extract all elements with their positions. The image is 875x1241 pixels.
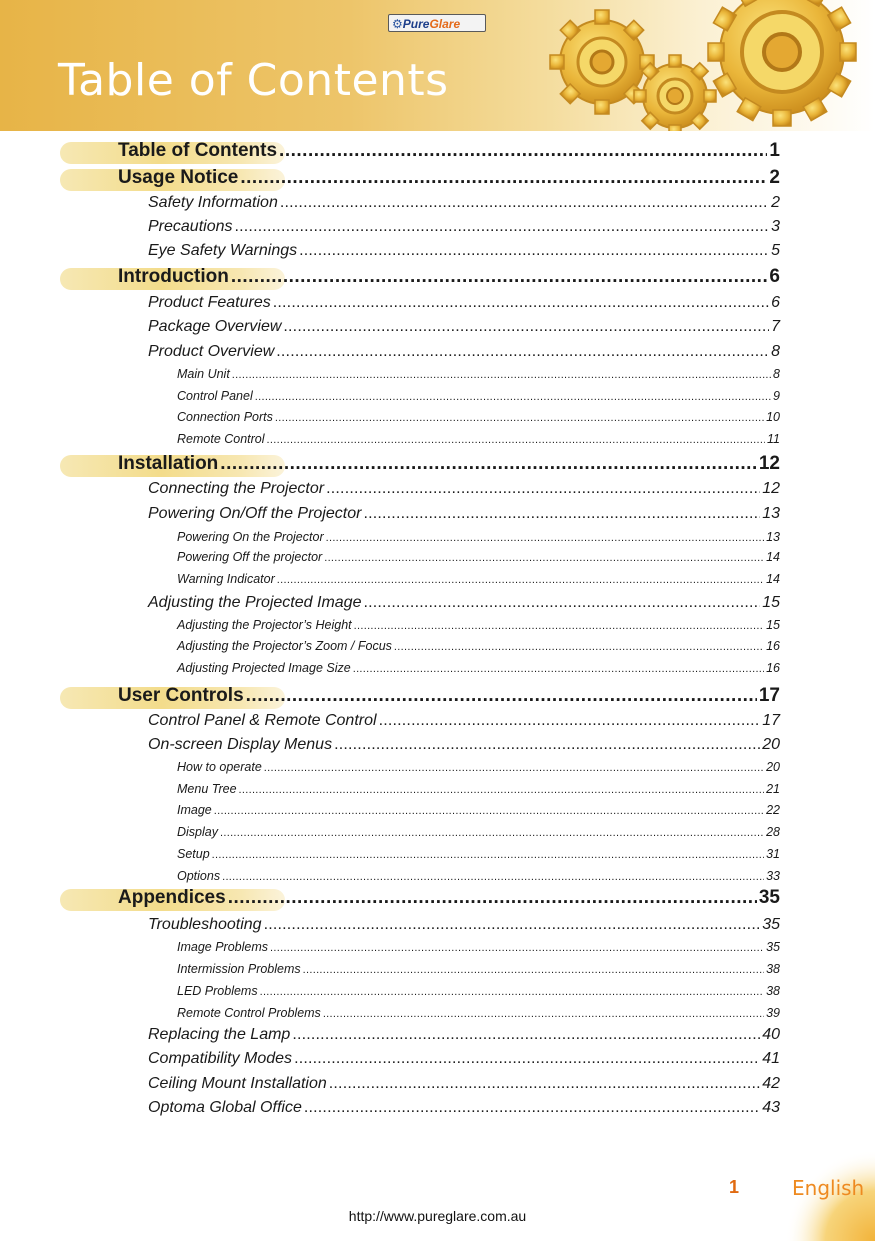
toc-entry-title: Package Overview (148, 318, 282, 335)
toc-entry-page: 39 (766, 1006, 780, 1020)
dot-leader (326, 532, 764, 544)
toc-entry-page: 41 (762, 1050, 780, 1067)
dot-leader (212, 849, 764, 861)
toc-entry-page: 35 (762, 916, 780, 933)
toc-entry-level-2[interactable] (148, 736, 780, 754)
toc-entry-title: Troubleshooting (148, 916, 262, 933)
toc-entry-page: 14 (766, 572, 780, 586)
footer-url: http://www.pureglare.com.au (348, 1208, 527, 1224)
toc-entry-title: Adjusting the Projected Image (148, 594, 362, 611)
toc-entry-page: 17 (762, 712, 780, 729)
toc-entry-level-2[interactable] (148, 1026, 780, 1044)
toc-entry-title: Intermission Problems (177, 962, 301, 976)
toc-entry-title: Powering On the Projector (177, 530, 324, 544)
toc-entry-title: Remote Control Problems (177, 1006, 321, 1020)
toc-entry-title: Introduction (118, 266, 229, 287)
toc-entry-level-2[interactable] (148, 1075, 780, 1093)
toc-entry-page: 28 (766, 825, 780, 839)
toc-entry-page: 31 (766, 847, 780, 861)
toc-entry-level-3[interactable] (177, 572, 780, 586)
dot-leader (240, 167, 767, 189)
dot-leader (304, 1099, 760, 1117)
toc-entry-level-3[interactable] (177, 847, 780, 861)
toc-entry-level-2[interactable] (148, 505, 780, 523)
toc-entry-page: 35 (758, 887, 780, 908)
dot-leader (299, 242, 769, 260)
toc-entry-title: Remote Control (177, 432, 265, 446)
toc-entry-page: 10 (766, 410, 780, 424)
dot-leader (228, 887, 757, 909)
toc-entry-page: 40 (762, 1026, 780, 1043)
toc-entry-title: Precautions (148, 218, 233, 235)
dot-leader (246, 685, 757, 707)
toc-entry-page: 5 (771, 242, 780, 259)
toc-entry-page: 22 (766, 803, 780, 817)
dot-leader (231, 266, 768, 288)
dot-leader (323, 1008, 764, 1020)
pureglare-logo (388, 14, 486, 32)
toc-entry-page: 11 (767, 432, 780, 446)
toc-entry-level-3[interactable] (177, 389, 780, 403)
dot-leader (270, 942, 764, 954)
toc-entry-level-2[interactable] (148, 318, 780, 336)
toc-entry-level-3[interactable] (177, 530, 780, 544)
dot-leader (354, 620, 764, 632)
toc-entry-title: Compatibility Modes (148, 1050, 293, 1067)
toc-entry-page: 12 (758, 453, 780, 474)
dot-leader (329, 1075, 760, 1093)
toc-entry-title: Optoma Global Office (148, 1099, 302, 1116)
toc-entry-level-3[interactable] (177, 869, 780, 883)
toc-entry-title: LED Problems (177, 984, 258, 998)
toc-entry-level-2[interactable] (148, 916, 780, 934)
toc-entry-level-2[interactable] (148, 194, 780, 212)
toc-entry-title: Powering On/Off the Projector (148, 505, 362, 522)
toc-entry-title: Connecting the Projector (148, 480, 325, 497)
toc-entry-level-2[interactable] (148, 480, 780, 498)
toc-entry-title: Connection Ports (177, 410, 273, 424)
logo-text-glare: Glare (429, 17, 461, 31)
toc-entry-title: Product Overview (148, 343, 275, 360)
toc-entry-level-3[interactable] (177, 760, 780, 774)
toc-entry-page: 35 (766, 940, 780, 954)
toc-entry-level-1[interactable] (118, 685, 780, 707)
dot-leader (280, 194, 769, 212)
dot-leader (394, 641, 764, 653)
toc-entry-page: 38 (766, 962, 780, 976)
toc-entry-page: 13 (766, 530, 780, 544)
toc-entry-level-3[interactable] (177, 410, 780, 424)
dot-leader (255, 391, 771, 403)
toc-entry-level-3[interactable] (177, 639, 780, 653)
toc-entry-page: 16 (766, 639, 780, 653)
toc-entry-level-2[interactable] (148, 294, 780, 312)
toc-entry-title: User Controls (118, 685, 244, 706)
toc-entry-level-3[interactable] (177, 1006, 780, 1020)
toc-entry-level-3[interactable] (177, 367, 780, 381)
toc-entry-page: 6 (769, 266, 780, 287)
toc-entry-title: Installation (118, 453, 219, 474)
dot-leader (294, 1050, 760, 1068)
toc-entry-level-3[interactable] (177, 940, 780, 954)
toc-entry-page: 33 (766, 869, 780, 883)
toc-entry-level-3[interactable] (177, 803, 780, 817)
toc-entry-page: 38 (766, 984, 780, 998)
toc-entry-page: 6 (771, 294, 780, 311)
toc-entry-level-3[interactable] (177, 962, 780, 976)
page-header (0, 0, 875, 131)
dot-leader (267, 434, 765, 446)
toc-entry-title: Options (177, 869, 221, 883)
dot-leader (324, 552, 764, 564)
dot-leader (222, 871, 764, 883)
toc-entry-title: Adjusting Projected Image Size (177, 661, 351, 675)
toc-entry-page: 20 (766, 760, 780, 774)
page-number: 1 (729, 1177, 740, 1197)
toc-entry-page: 20 (762, 736, 780, 753)
toc-entry-title: Adjusting the Projector’s Height (177, 618, 352, 632)
dot-leader (264, 762, 764, 774)
dot-leader (220, 827, 764, 839)
toc-entry-title: Warning Indicator (177, 572, 275, 586)
toc-entry-page: 14 (766, 550, 780, 564)
dot-leader (277, 574, 764, 586)
toc-entry-level-2[interactable] (148, 1050, 780, 1068)
logo-mark-icon: ⚙ (392, 17, 403, 31)
dot-leader (220, 453, 757, 475)
toc-entry-level-1[interactable] (118, 167, 780, 189)
toc-entry-level-3[interactable] (177, 825, 780, 839)
toc-entry-page: 1 (769, 140, 780, 161)
toc-entry-title: Powering Off the projector (177, 550, 323, 564)
dot-leader (239, 784, 765, 796)
toc-entry-title: Product Features (148, 294, 271, 311)
toc-entry-title: Image Problems (177, 940, 269, 954)
toc-entry-title: Control Panel & Remote Control (148, 712, 377, 729)
dot-leader (275, 412, 764, 424)
toc-entry-level-3[interactable] (177, 661, 780, 675)
toc-entry-title: How to operate (177, 760, 262, 774)
toc-entry-level-3[interactable] (177, 550, 780, 564)
dot-leader (264, 916, 761, 934)
dot-leader (276, 343, 769, 361)
dot-leader (379, 712, 761, 730)
dot-leader (363, 594, 760, 612)
toc-entry-level-3[interactable] (177, 618, 780, 632)
dot-leader (326, 480, 760, 498)
logo-text-pure: Pure (402, 17, 430, 31)
toc-entry-page: 8 (773, 367, 780, 381)
dot-leader (214, 805, 764, 817)
toc-entry-level-2[interactable] (148, 712, 780, 730)
toc-entry-page: 9 (773, 389, 780, 403)
toc-entry-level-1[interactable] (118, 887, 780, 909)
toc-entry-title: Display (177, 825, 218, 839)
toc-entry-level-3[interactable] (177, 432, 780, 446)
toc-entry-page: 3 (771, 218, 780, 235)
toc-entry-level-2[interactable] (148, 242, 780, 260)
toc-entry-title: Image (177, 803, 212, 817)
dot-leader (260, 986, 765, 998)
dot-leader (363, 505, 760, 523)
toc-entry-title: Usage Notice (118, 167, 239, 188)
toc-entry-title: Table of Contents (118, 140, 278, 161)
page-title: Table of Contents (58, 55, 449, 106)
toc-entry-page: 17 (758, 685, 780, 706)
toc-entry-page: 2 (771, 194, 780, 211)
dot-leader (232, 369, 771, 381)
dot-leader (334, 736, 760, 754)
toc-entry-title: Safety Information (148, 194, 278, 211)
toc-entry-title: Main Unit (177, 367, 230, 381)
toc-entry-page: 7 (771, 318, 780, 335)
toc-entry-title: Adjusting the Projector’s Zoom / Focus (177, 639, 392, 653)
toc-entry-title: Appendices (118, 887, 226, 908)
toc-entry-page: 42 (762, 1075, 780, 1092)
toc-entry-level-1[interactable] (118, 140, 780, 162)
toc-entry-title: Ceiling Mount Installation (148, 1075, 327, 1092)
dot-leader (303, 964, 764, 976)
dot-leader (292, 1026, 760, 1044)
toc-entry-level-2[interactable] (148, 218, 780, 236)
language-label: English (792, 1176, 865, 1200)
dot-leader (235, 218, 770, 236)
gears-icon (520, 0, 875, 131)
toc-entry-page: 2 (769, 167, 780, 188)
dot-leader (279, 140, 767, 162)
toc-entry-page: 8 (771, 343, 780, 360)
dot-leader (353, 663, 764, 675)
toc-entry-title: Eye Safety Warnings (148, 242, 298, 259)
toc-entry-title: Replacing the Lamp (148, 1026, 291, 1043)
toc-entry-title: Setup (177, 847, 210, 861)
toc-entry-level-3[interactable] (177, 782, 780, 796)
toc-entry-title: Control Panel (177, 389, 253, 403)
toc-entry-level-2[interactable] (148, 594, 780, 612)
toc-entry-page: 16 (766, 661, 780, 675)
toc-entry-page: 13 (762, 505, 780, 522)
dot-leader (273, 294, 769, 312)
toc-entry-page: 15 (762, 594, 780, 611)
toc-entry-page: 12 (762, 480, 780, 497)
toc-entry-title: Menu Tree (177, 782, 237, 796)
toc-entry-page: 43 (762, 1099, 780, 1116)
toc-entry-level-2[interactable] (148, 1099, 780, 1117)
toc-entry-level-1[interactable] (118, 453, 780, 475)
toc-entry-level-2[interactable] (148, 343, 780, 361)
toc-entry-page: 21 (766, 782, 780, 796)
toc-entry-title: On-screen Display Menus (148, 736, 333, 753)
toc-entry-page: 15 (766, 618, 780, 632)
toc-entry-level-3[interactable] (177, 984, 780, 998)
dot-leader (283, 318, 769, 336)
toc-entry-level-1[interactable] (118, 266, 780, 288)
